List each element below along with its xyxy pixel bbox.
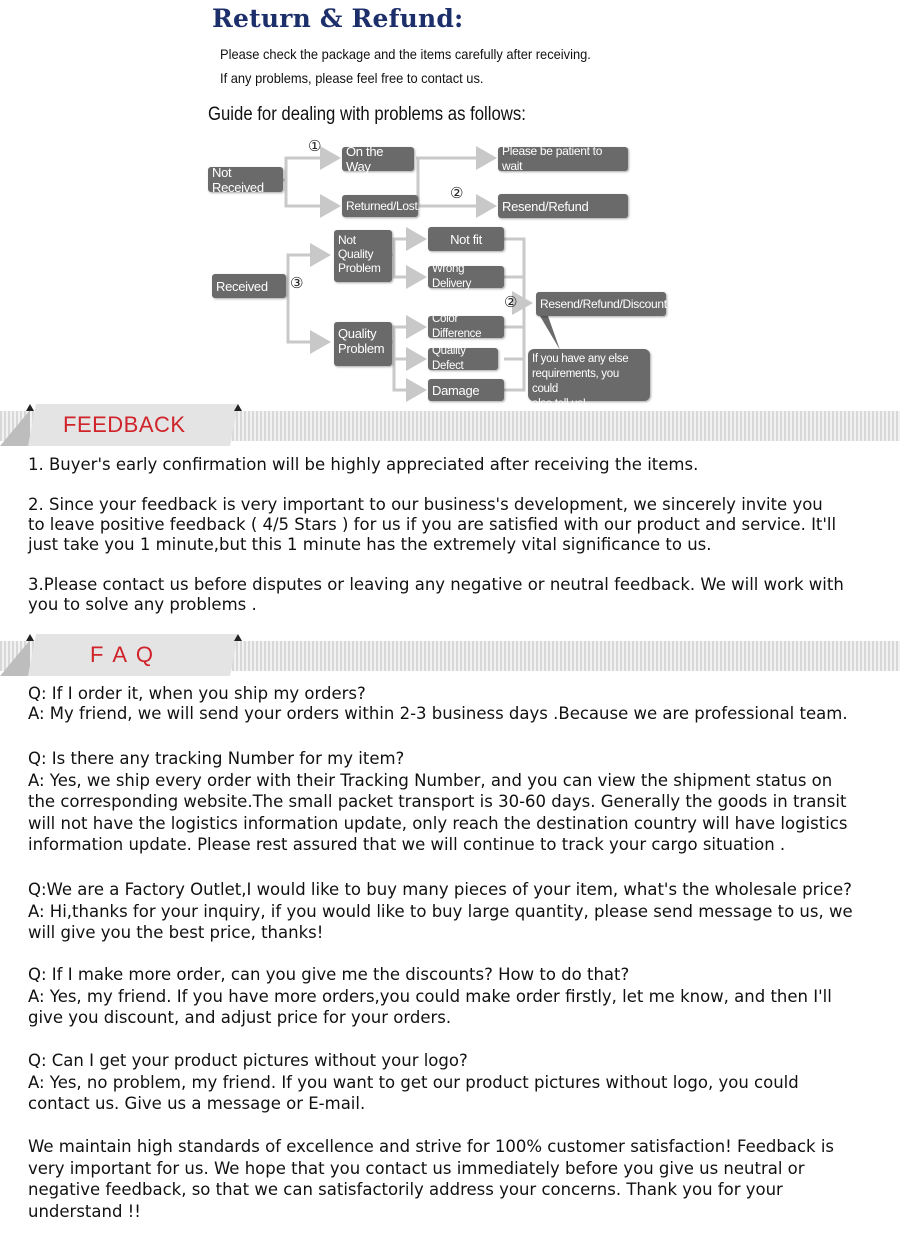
return-refund-line-2: If any problems, please feel free to contact us. [220,70,484,86]
faq-item: Q: Can I get your product pictures without your logo? A: Yes, no problem, my friend. If you want to get our product pictures without logo, you could contact us. Give us a message or E-mail. [28,1051,799,1113]
return-refund-line-1: Please check the package and the items carefully after receiving. [220,46,591,62]
return-refund-title: Return & Refund: [212,4,464,33]
be-patient-box: Please be patient to wait [498,147,628,171]
not-fit-box: Not fit [428,227,504,251]
faq-item: Q: Is there any tracking Number for my item? A: Yes, we ship every order with their Tracking Number, and you can view the shipment status on the corresponding website.The small packet transport is 30-60 days. Generally the goods in transit will not have the logistics information update, only reach the destination country will have logistics information update. Please rest assured that we will continue to track your cargo situation . [28,749,848,854]
faq-item: Q:We are a Factory Outlet,I would like to buy many pieces of your item, what's the wholesale price? A: Hi,thanks for your inquiry, if you would like to buy large quantity, please send message to us, we will give you the best price, thanks! [28,880,853,942]
received-box: Received [212,274,286,298]
feedback-paragraph-1: 1. Buyer's early confirmation will be highly appreciated after receiving the items. [28,455,699,474]
color-difference-box: Color Difference [428,316,504,338]
feedback-heading: FEEDBACK [63,412,186,437]
faq-item: Q: If I order it, when you ship my orders? A: My friend, we will send your orders within 2-3 business days .Because we are professional team. [28,684,848,723]
closing-statement: We maintain high standards of excellence and strive for 100% customer satisfaction! Feedback is very important for us. We hope that you contact us immediately before you give us neutral or negative feedback, so that we can satisfactorily address your concerns. Thank you for your understand !! [28,1137,835,1221]
faq-item: Q: If I make more order, can you give me the discounts? How to do that? A: Yes, my friend. If you have more orders,you could make order firstly, let me know, and then I'll give you discount, and adjust price for your orders. [28,965,832,1027]
feedback-paragraph-2: 2. Since your feedback is very important to our business's development, we sincerely invite you to leave positive feedback ( 4/5 Stars ) for us if you are satisfied with our product and service. It'll just take you 1 minute,but this 1 minute has the extremely vital significance to us. [28,495,837,554]
resend-refund-box: Resend/Refund [498,194,628,218]
damage-box: Damage [428,379,504,401]
step-2-marker: ② [450,184,464,202]
faq-heading: F A Q [90,642,156,667]
not-received-box: Not Received [208,167,283,192]
step-3-marker: ③ [290,274,304,292]
else-requirements-bubble: If you have any else requirements, you could also tell us! [528,349,650,401]
quality-defect-box: Quality Defect [428,348,498,370]
guide-heading: Guide for dealing with problems as follows: [208,104,526,125]
wrong-delivery-box: Wrong Delivery [428,266,504,288]
resend-refund-discount-box: Resend/Refund/Discount [536,292,666,316]
feedback-banner [0,404,900,446]
step-1-marker: ① [308,137,322,155]
not-quality-problem-box: Not Quality Problem [334,230,392,282]
step-2-marker-received: ② [504,293,518,311]
on-the-way-box: On the Way [342,147,414,171]
problem-flow-chart [0,0,900,410]
returned-lost-box: Returned/Lost [342,195,418,217]
quality-problem-box: Quality Problem [334,322,392,366]
feedback-paragraph-3: 3.Please contact us before disputes or leaving any negative or neutral feedback. We will work with you to solve any problems . [28,575,844,614]
faq-banner [0,634,900,676]
